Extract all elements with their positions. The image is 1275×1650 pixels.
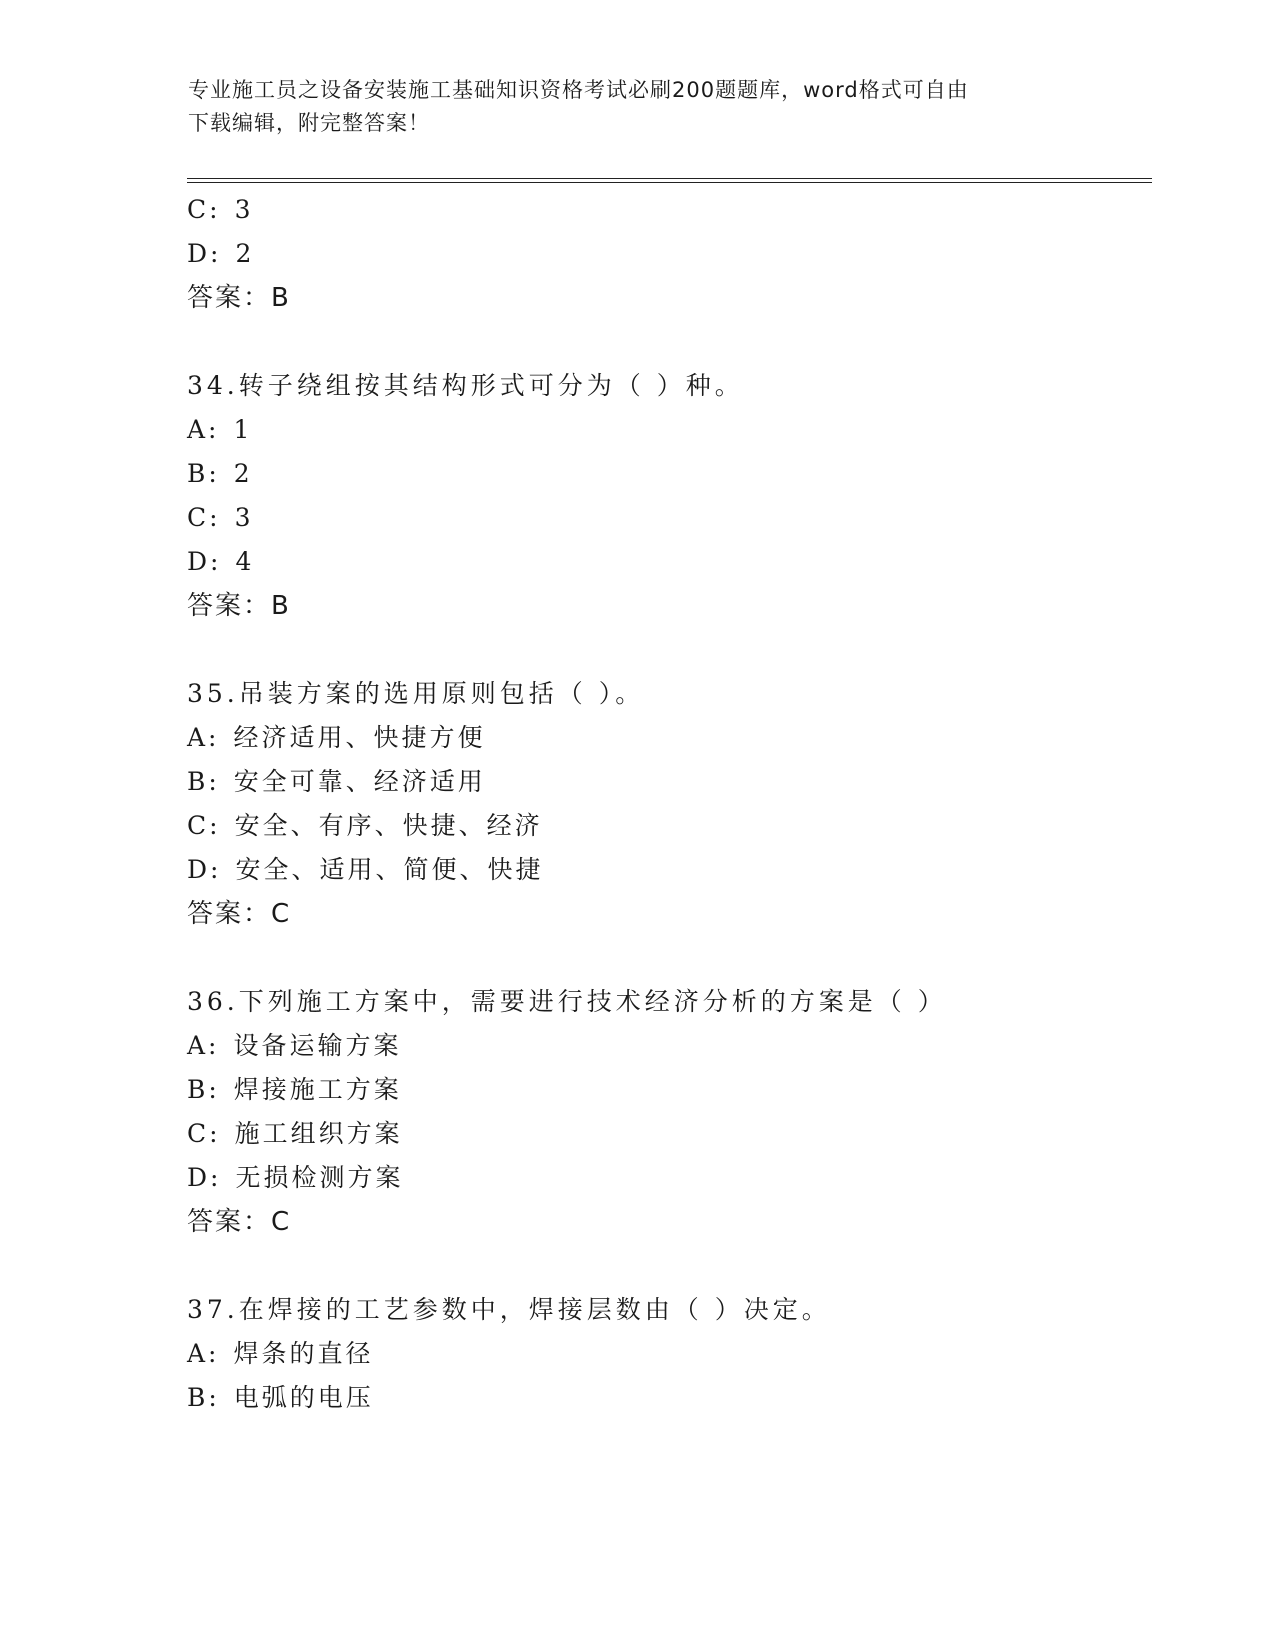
option-label: A: [187, 1339, 220, 1368]
option-label: C: [187, 195, 221, 224]
question-36-option-a [187, 1031, 402, 1061]
option-text: 焊接施工方案 [233, 1075, 402, 1104]
question-34-answer: 答案：B [187, 591, 291, 621]
question-34-option-b [187, 459, 253, 489]
option-label: D: [187, 547, 222, 576]
question-36-option-c [187, 1119, 403, 1149]
option-text: 安全可靠、经济适用 [233, 767, 486, 796]
option-text: 2 [235, 239, 255, 268]
option-text: 3 [234, 503, 254, 532]
question-35-stem: 35.吊装方案的选用原则包括（ ）。 [187, 679, 645, 708]
option-text: 1 [233, 415, 253, 444]
option-label: B: [187, 1383, 220, 1412]
header-title-line-2: 下载编辑，附完整答案！ [188, 111, 430, 135]
header-divider-top [187, 178, 1152, 179]
option-label: D: [187, 239, 222, 268]
option-text: 安全、有序、快捷、经济 [234, 811, 543, 840]
option-label: B: [187, 767, 220, 796]
question-35-option-d [187, 855, 543, 885]
question-34-option-c [187, 503, 253, 533]
question-36-option-b [187, 1075, 402, 1105]
option-text: 电弧的电压 [233, 1383, 374, 1412]
option-text: 无损检测方案 [235, 1163, 404, 1192]
option-text: 3 [234, 195, 254, 224]
question-34-option-a [187, 415, 252, 445]
option-text: 施工组织方案 [234, 1119, 403, 1148]
document-header [188, 74, 1088, 140]
option-label: A: [187, 723, 220, 752]
question-34-option-d [187, 547, 254, 577]
prev-answer: 答案：B [187, 283, 291, 313]
question-36-option-d [187, 1163, 403, 1193]
option-label: A: [187, 1031, 220, 1060]
option-text: 经济适用、快捷方便 [233, 723, 486, 752]
question-37-option-a [187, 1339, 374, 1369]
question-35-answer: 答案：C [187, 899, 292, 929]
option-text: 4 [235, 547, 255, 576]
header-title-line-1: 专业施工员之设备安装施工基础知识资格考试必刷200题题库，word格式可自由 [188, 78, 969, 102]
question-37-stem: 37.在焊接的工艺参数中，焊接层数由（ ）决定。 [187, 1295, 831, 1324]
option-label: C: [187, 503, 221, 532]
option-label: C: [187, 1119, 221, 1148]
prev-option-d [187, 239, 254, 269]
question-37-option-b [187, 1383, 374, 1413]
option-label: B: [187, 459, 220, 488]
prev-option-c [187, 195, 253, 225]
header-divider-bottom [187, 182, 1152, 183]
option-text: 安全、适用、简便、快捷 [235, 855, 544, 884]
option-label: D: [187, 1163, 222, 1192]
option-label: C: [187, 811, 221, 840]
option-label: A: [187, 415, 220, 444]
question-35-option-a [187, 723, 486, 753]
question-35-option-b [187, 767, 486, 797]
option-label: D: [187, 855, 222, 884]
question-35-option-c [187, 811, 543, 841]
option-text: 设备运输方案 [233, 1031, 402, 1060]
question-36-stem: 36.下列施工方案中，需要进行技术经济分析的方案是（ ） [187, 987, 947, 1016]
option-text: 焊条的直径 [233, 1339, 374, 1368]
option-label: B: [187, 1075, 220, 1104]
option-text: 2 [233, 459, 253, 488]
question-36-answer: 答案：C [187, 1207, 292, 1237]
question-34-stem: 34.转子绕组按其结构形式可分为（ ）种。 [187, 371, 744, 400]
